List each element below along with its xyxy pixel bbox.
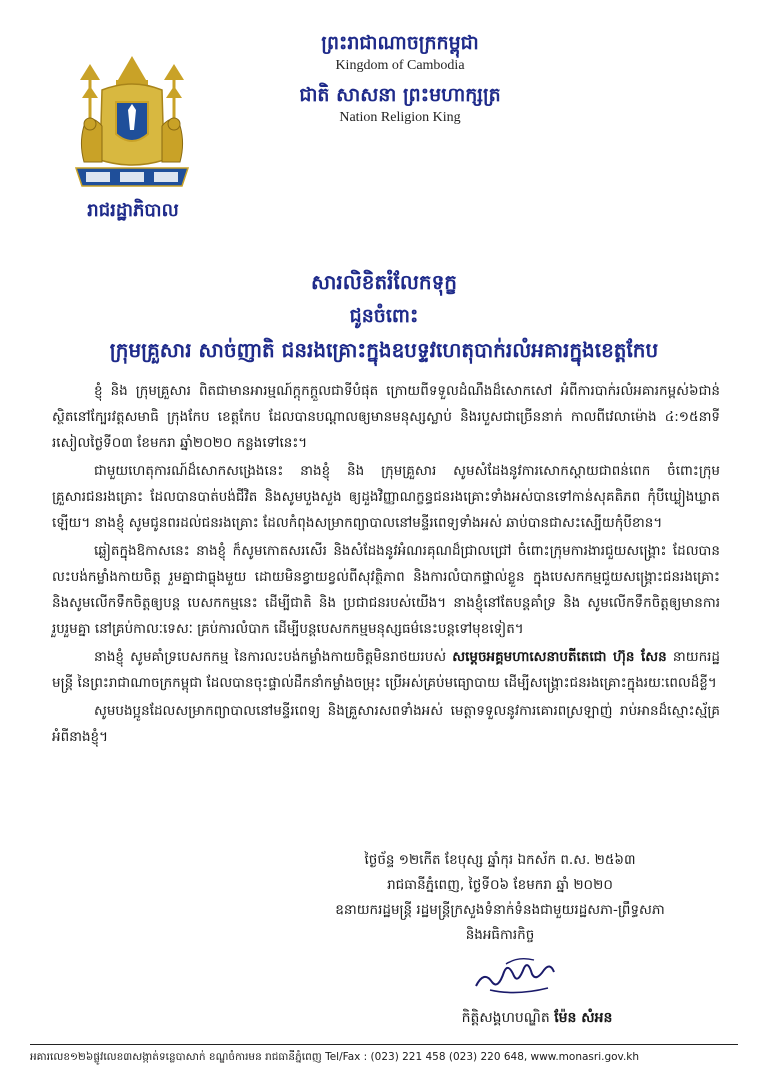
paragraph-4-rest: នាយករដ្ឋមន្ត្រី នៃព្រះរាជាណាចក្រកម្ពុជា ដែលបានចុះផ្ទាល់ដឹកនាំកម្លាំងចម្រុះ ប្រើអស់គ្រប់មធ្យោបាយ ដើម្បីសង្គ្រោះជនរងគ្រោះក្នុងរយៈពេលដ៏ខ្លី។	[52, 649, 720, 691]
royal-coat-of-arms-emblem	[72, 50, 192, 200]
letter-addressed-to: ជូនចំពោះ	[349, 305, 419, 327]
signer-block	[412, 1008, 662, 1029]
prime-minister-name: សម្តេចអគ្គមហាសេនាបតីតេជោ ហ៊ុន សែន	[452, 649, 667, 665]
lunar-date: ថ្ងៃច័ន្ទ ១២កើត ខែបុស្ស ឆ្នាំកុរ ឯកស័ក ព.ស. ២៥៦៣	[364, 852, 636, 868]
signer-name: ម៉ែន សំអន	[554, 1010, 613, 1026]
signer-title: កិត្តិសង្គហបណ្ឌិត	[461, 1010, 555, 1026]
paragraph-1: ខ្ញុំ និង ក្រុមគ្រួសារ ពិតជាមានអារម្មណ៍ក្តុកក្តួលជាទីបំផុត ក្រោយពីទទួលដំណឹងដ៏សោកសៅ អំពីការបាក់រលំអគារកម្ពស់៦ជាន់ ស្ថិតនៅក្បែរវត្តសមាធិ ក្រុងកែប ខេត្តកែប ដែលបានបណ្តាលឲ្យមានមនុស្សស្លាប់ និងរបួសជាច្រើននាក់ កាលពីវេលាម៉ោង ៤:១៥នាទីរសៀលថ្ងៃទី០៣ ខែមករា ឆ្នាំ២០២០ កន្លងទៅនេះ។	[52, 383, 720, 451]
paragraph-4-intro: នាងខ្ញុំ សូមគាំទ្របេសកកម្ម នៃការលះបង់កម្លាំងកាយចិត្តមិនរាថយរបស់	[94, 649, 453, 665]
paragraph-5: សូមបងប្អូនដែលសម្រាកព្យាបាលនៅមន្ទីរពេទ្យ និងគ្រួសារសពទាំងអស់ មេត្តាទទួលនូវការគោរពស្រឡាញ់ រាប់អានដ៏ស្មោះស្ម័គ្រអំពីនាងខ្ញុំ។	[52, 703, 720, 745]
letter-body	[52, 378, 720, 752]
footer-address: អគារលេខ១២៦ផ្លូវលេខ៣សង្កាត់ទន្លេបាសាក់ ខណ្ឌចំការមន រាជធានីភ្នំពេញ Tel/Fax : (023) 221 458 (023) 220 648, www.monasri.gov.kh	[30, 1051, 640, 1063]
paragraph-3: ឆ្លៀតក្នុងឱកាសនេះ នាងខ្ញុំ ក៏សូមកោតសរសើរ និងសំដែងនូវអំណរគុណដ៏ជ្រាលជ្រៅ ចំពោះក្រុមការងារជួយសង្គ្រោះ ដែលបានលះបង់កម្លាំងកាយចិត្ត រួមគ្នាជាធ្លុងមួយ ដោយមិនខ្វាយខ្វល់ពីសុវត្ថិភាព និងការលំបាកផ្ទាល់ខ្លួន ក្នុងបេសកកម្មជួយសង្គ្រោះជនរងគ្រោះ និងសូមលើកទឹកចិត្តឲ្យបន្ត បេសកកម្មនេះ ដើម្បីជាតិ និង ប្រជាជនរបស់យើង។ នាងខ្ញុំនៅតែបន្តគាំទ្រ និង សូមលើកទឹកចិត្តឲ្យមានការរួបរួមគ្នា នៅគ្រប់កាលៈទេសៈ គ្រប់ការលំបាក ដើម្បីបន្តបេសកកម្មមនុស្សធម៌នេះបន្តទៅមុខទៀត។	[52, 543, 720, 637]
letter-title: សារលិខិតរំលែកទុក្ខ	[311, 270, 457, 294]
government-label: រាជរដ្ឋាភិបាល	[87, 200, 179, 221]
letter-titles	[30, 265, 738, 367]
signer-position-line-2: និងអធិការកិច្ច	[465, 927, 535, 943]
date-block	[300, 848, 700, 948]
kingdom-name-khmer: ព្រះរាជាណាចក្រកម្ពុជា	[321, 32, 479, 54]
signer-position-line-1: ឧនាយករដ្ឋមន្ត្រី រដ្ឋមន្ត្រីក្រសួងទំនាក់ទំនងជាមួយរដ្ឋសភា-ព្រឹទ្ធសភា	[335, 902, 665, 918]
paragraph-4	[52, 644, 720, 696]
kingdom-name-english: Kingdom of Cambodia	[335, 58, 465, 73]
letter-recipients: ក្រុមគ្រួសារ សាច់ញាតិ ជនរងគ្រោះក្នុងឧបទ្ទវហេតុបាក់រលំអគារក្នុងខេត្តកែប	[109, 338, 659, 362]
paragraph-2: ជាមួយហេតុការណ៍ដ៏សោកសង្រេងនេះ នាងខ្ញុំ និង ក្រុមគ្រួសារ សូមសំដែងនូវការសោកស្តាយជាពន់ពេក ចំពោះក្រុមគ្រួសារជនរងគ្រោះ ដែលបានបាត់បង់ជីវិត និងសូមបួងសួង ឲ្យដួងវិញ្ញាណក្ខន្ធជនរងគ្រោះទាំងអស់បានទៅកាន់សុគតិភព កុំបីឃ្លៀងឃ្លាតឡើយ។ នាងខ្ញុំ សូមជូនពរដល់ជនរងគ្រោះ ដែលកំពុងសម្រាកព្យាបាលនៅមន្ទីរពេទ្យទាំងអស់ ឆាប់បានជាសះស្បើយកុំបីខាន។	[52, 463, 720, 531]
handwritten-signature	[470, 950, 560, 998]
footer-divider	[30, 1044, 738, 1045]
letterhead	[250, 30, 550, 134]
national-motto-khmer: ជាតិ សាសនា ព្រះមហាក្សត្រ	[299, 84, 501, 106]
place-and-date: រាជធានីភ្នំពេញ, ថ្ងៃទី០៦ ខែមករា ឆ្នាំ ២០២០	[387, 877, 613, 893]
national-motto-english: Nation Religion King	[339, 110, 461, 125]
